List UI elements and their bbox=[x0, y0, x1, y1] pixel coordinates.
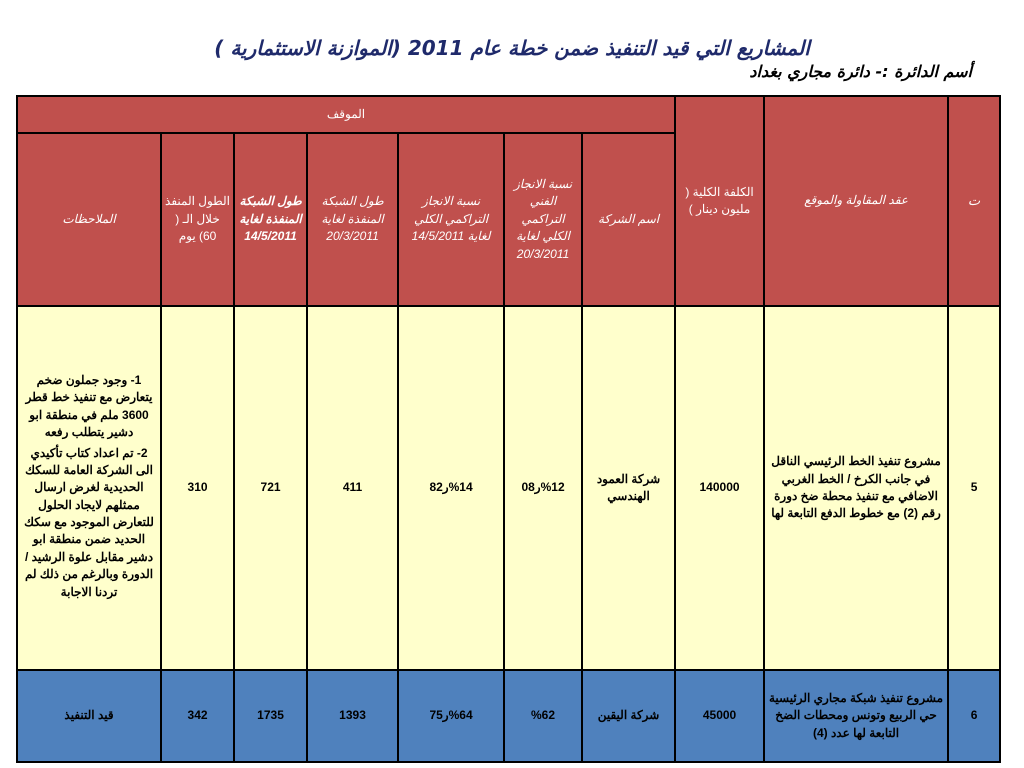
header-length-60-days: الطول المنفذ خلال الـ ( 60) يوم bbox=[161, 133, 234, 306]
total-cost-cell: 45000 bbox=[675, 670, 764, 762]
header-tech-progress: نسبة الانجاز الفني التراكمي الكلي لغاية 20/3/2011 bbox=[504, 133, 582, 306]
notes-cell: قيد التنفيذ bbox=[17, 670, 161, 762]
header-contract: عقد المقاولة والموقع bbox=[764, 96, 948, 306]
header-notes: الملاحظات bbox=[17, 133, 161, 306]
tech-progress-cell: %62 bbox=[504, 670, 582, 762]
header-seq: ت bbox=[948, 96, 1000, 306]
cum-progress-cell: %64ر75 bbox=[398, 670, 504, 762]
header-network-march: طول الشبكة المنفذة لغاية 20/3/2011 bbox=[307, 133, 398, 306]
seq-cell: 5 bbox=[948, 306, 1000, 670]
header-company: اسم الشركة bbox=[582, 133, 675, 306]
length-60-cell: 310 bbox=[161, 306, 234, 670]
tech-progress-cell: %12ر08 bbox=[504, 306, 582, 670]
network-may-cell: 721 bbox=[234, 306, 307, 670]
notes-cell bbox=[17, 306, 161, 670]
note-2: 2- تم اعداد كتاب تأكيدي الى الشركة العامة للسكك الحديدية لغرض ارسال ممثلهم لايجاد الحلول للتعارض الموجود مع سكك الحديد ضمن منطقة ابو دشير مقابل علوة الرشيد / الدورة وبالرغم من ذلك لم تردنا الاجابة bbox=[24, 445, 154, 599]
network-may-cell: 1735 bbox=[234, 670, 307, 762]
contract-cell: مشروع تنفيذ شبكة مجاري الرئيسية حي الربيع وتونس ومحطات الضخ التابعة لها عدد (4) bbox=[764, 670, 948, 762]
company-cell: شركة اليقين bbox=[582, 670, 675, 762]
seq-cell: 6 bbox=[948, 670, 1000, 762]
network-march-cell: 411 bbox=[307, 306, 398, 670]
cum-progress-cell: %14ر82 bbox=[398, 306, 504, 670]
length-60-cell: 342 bbox=[161, 670, 234, 762]
department-label: أسم الدائرة :- دائرة مجاري بغداد bbox=[749, 62, 972, 81]
contract-cell: مشروع تنفيذ الخط الرئيسي الناقل في جانب الكرخ / الخط الغربي الاضافي مع تنفيذ محطة ضخ دورة رقم (2) مع خطوط الدفع التابعة لها bbox=[764, 306, 948, 670]
header-status: الموقف bbox=[17, 96, 675, 133]
table-row bbox=[17, 306, 1000, 670]
projects-table bbox=[16, 95, 1001, 763]
network-march-cell: 1393 bbox=[307, 670, 398, 762]
header-cum-progress: نسبة الانجاز التراكمي الكلي لغاية 14/5/2011 bbox=[398, 133, 504, 306]
header-total-cost: الكلفة الكلية ( مليون دينار ) bbox=[675, 96, 764, 306]
header-network-may: طول الشبكة المنفذة لغاية 14/5/2011 bbox=[234, 133, 307, 306]
company-cell: شركة العمود الهندسي bbox=[582, 306, 675, 670]
table-row bbox=[17, 670, 1000, 762]
total-cost-cell: 140000 bbox=[675, 306, 764, 670]
page-title: المشاريع التي قيد التنفيذ ضمن خطة عام 2011 (الموازنة الاستثمارية ) bbox=[214, 36, 810, 60]
note-1: 1- وجود جملون ضخم يتعارض مع تنفيذ خط قطر 3600 ملم في منطقة ابو دشير يتطلب رفعه bbox=[25, 372, 153, 440]
